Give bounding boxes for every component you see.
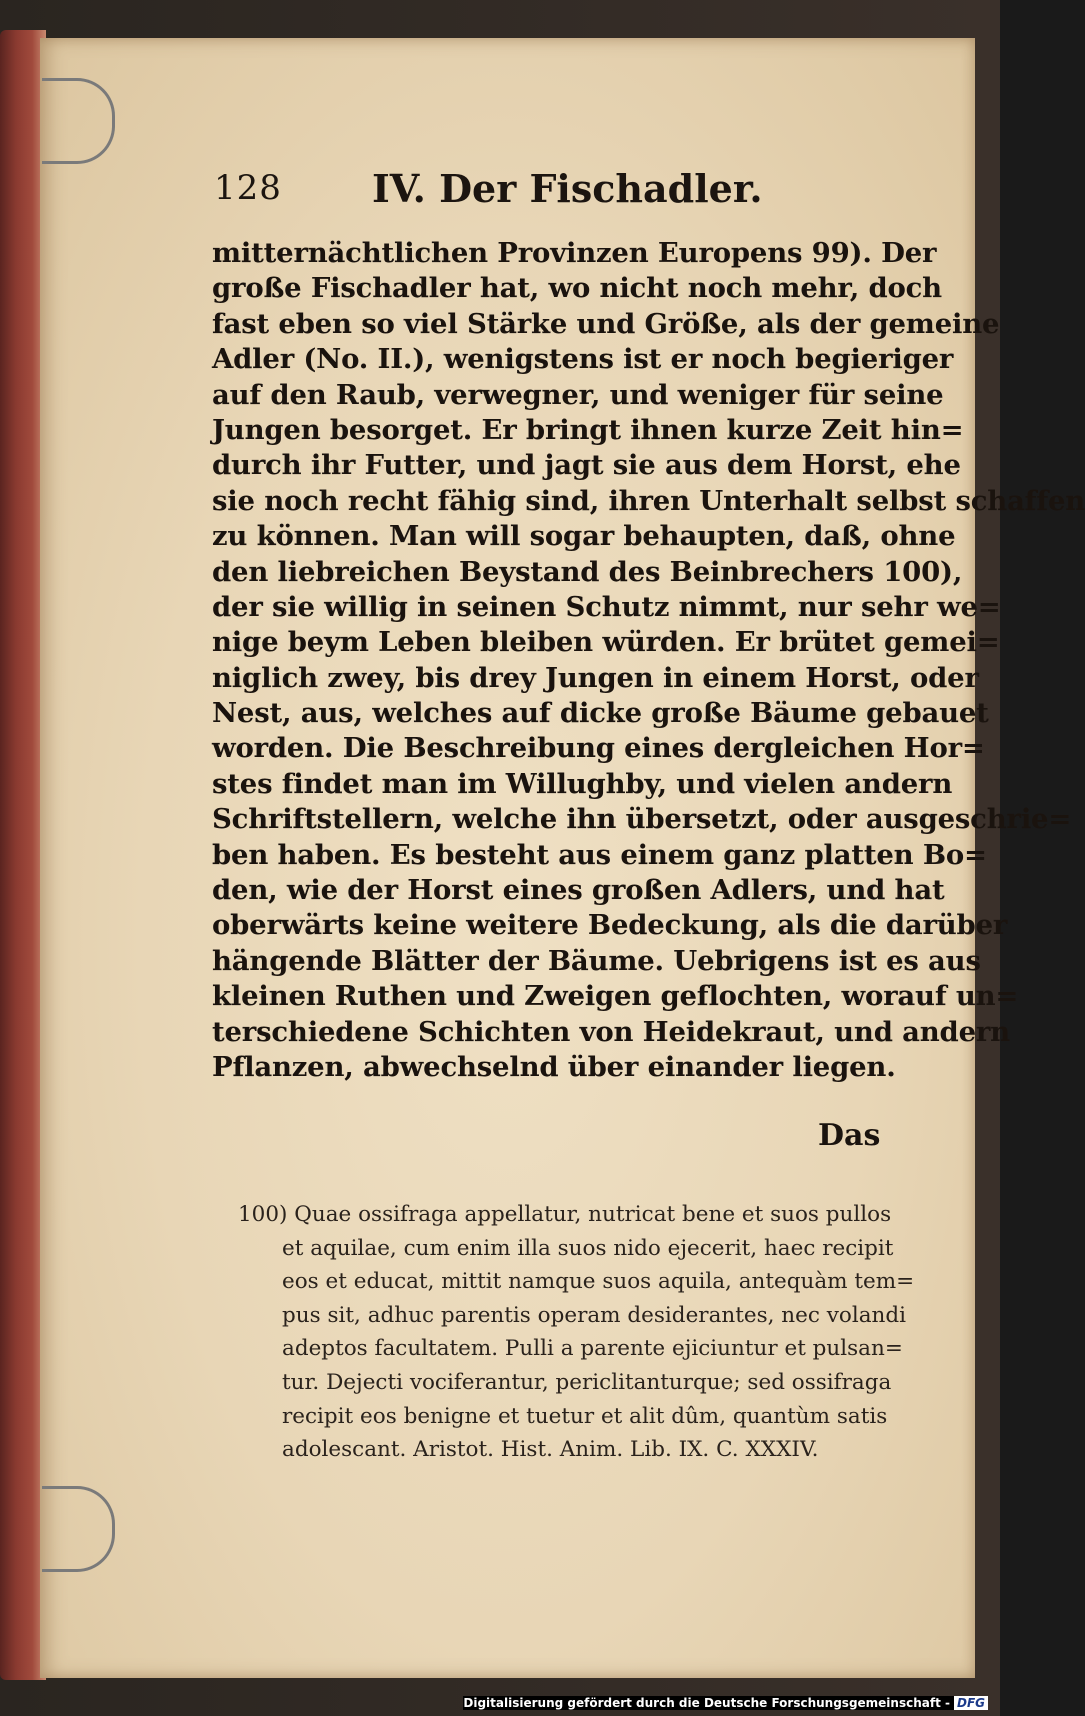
footnote-line: adolescant. Aristot. Hist. Anim. Lib. IX. C. XXXIV. bbox=[282, 1437, 819, 1463]
page-header bbox=[214, 168, 914, 218]
text-line: Pflanzen, abwechselnd über einander liegen. bbox=[212, 1050, 896, 1083]
footnote-line: recipit eos benigne et tuetur et alit dûm, quantùm satis bbox=[282, 1403, 888, 1429]
text-line: worden. Die Beschreibung eines dergleichen Hor= bbox=[212, 732, 985, 765]
digitization-credit bbox=[463, 1696, 988, 1710]
text-line: Jungen besorget. Er bringt ihnen kurze Zeit hin= bbox=[212, 413, 964, 446]
text-line: der sie willig in seinen Schutz nimmt, nur sehr we= bbox=[212, 590, 1001, 623]
footnote bbox=[238, 1198, 915, 1467]
text-line: den, wie der Horst eines großen Adlers, und hat bbox=[212, 874, 945, 907]
text-line: ben haben. Es besteht aus einem ganz platten Bo= bbox=[212, 838, 987, 871]
text-line: hängende Blätter der Bäume. Uebrigens ist es aus bbox=[212, 944, 981, 977]
text-line: fast eben so viel Stärke und Größe, als der gemeine bbox=[212, 307, 1000, 340]
text-line: Nest, aus, welches auf dicke große Bäume gebauet bbox=[212, 697, 989, 730]
text-line: große Fischadler hat, wo nicht noch mehr, doch bbox=[212, 272, 942, 305]
text-line: durch ihr Futter, und jagt sie aus dem Horst, ehe bbox=[212, 449, 961, 482]
credit-text: Digitalisierung gefördert durch die Deutsche Forschungsgemeinschaft - bbox=[463, 1696, 950, 1710]
page-clip-bottom bbox=[42, 1486, 115, 1572]
body-text bbox=[212, 236, 1085, 1085]
footnote-line: tur. Dejecti vociferantur, periclitanturque; sed ossifraga bbox=[282, 1369, 892, 1395]
footnote-line: adeptos facultatem. Pulli a parente ejiciuntur et pulsan= bbox=[282, 1336, 903, 1362]
page-clip-top bbox=[42, 78, 115, 164]
text-line: mitternächtlichen Provinzen Europens 99). Der bbox=[212, 237, 937, 269]
text-line: niglich zwey, bis drey Jungen in einem Horst, oder bbox=[212, 661, 979, 694]
text-line: zu können. Man will sogar behaupten, daß, ohne bbox=[212, 520, 956, 553]
footnote-line: eos et educat, mittit namque suos aquila, antequàm tem= bbox=[282, 1269, 915, 1295]
catchword: Das bbox=[818, 1118, 881, 1153]
text-line: Adler (No. II.), wenigstens ist er noch begieriger bbox=[212, 343, 954, 376]
running-title: IV. Der Fischadler. bbox=[372, 166, 763, 211]
text-line: Schriftstellern, welche ihn übersetzt, oder ausgeschrie= bbox=[212, 803, 1072, 836]
footnote-line: 100) Quae ossifraga appellatur, nutricat bene et suos pullos bbox=[238, 1202, 892, 1227]
footnote-line: pus sit, adhuc parentis operam desiderantes, nec volandi bbox=[282, 1302, 907, 1328]
text-line: nige beym Leben bleiben würden. Er brütet gemei= bbox=[212, 626, 1000, 659]
dfg-logo: DFG bbox=[954, 1696, 988, 1710]
text-line: stes findet man im Willughby, und vielen andern bbox=[212, 767, 953, 800]
text-line: oberwärts keine weitere Bedeckung, als die darüber bbox=[212, 909, 1008, 942]
text-line: terschiedene Schichten von Heidekraut, und andern bbox=[212, 1015, 1010, 1048]
footnote-line: et aquilae, cum enim illa suos nido ejecerit, haec recipit bbox=[282, 1235, 894, 1261]
text-line: kleinen Ruthen und Zweigen geflochten, worauf un= bbox=[212, 980, 1019, 1013]
text-line: sie noch recht fähig sind, ihren Unterhalt selbst schaffen bbox=[212, 484, 1085, 517]
text-line: den liebreichen Beystand des Beinbrechers 100), bbox=[212, 555, 963, 588]
text-line: auf den Raub, verwegner, und weniger für seine bbox=[212, 378, 944, 411]
page-number: 128 bbox=[214, 168, 282, 208]
